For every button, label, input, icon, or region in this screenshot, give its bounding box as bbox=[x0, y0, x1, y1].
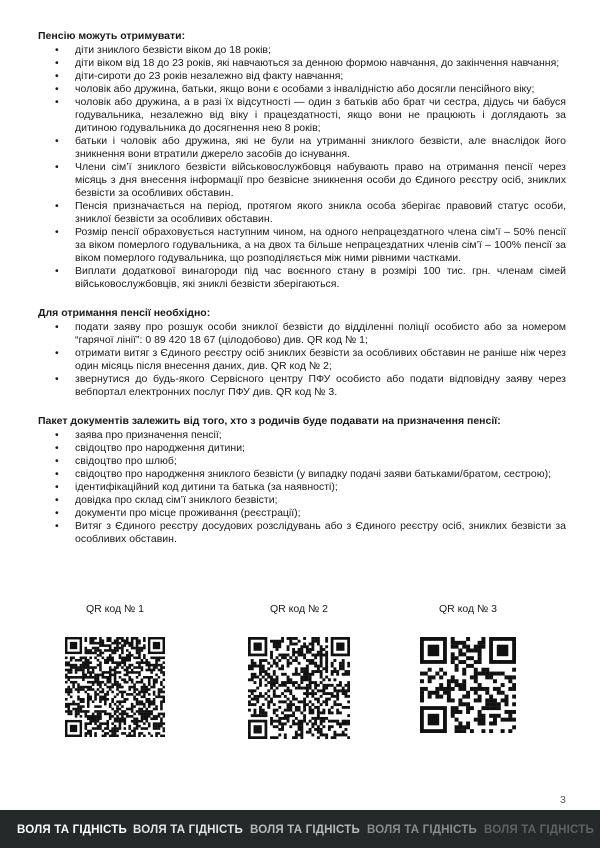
qr-code-1[interactable] bbox=[65, 637, 165, 737]
list-item: • подати заяву про розшук особи зниклої безвісти до відділенні поліції особисто або за номером “гарячої лінії”: 0 89 420 18 67 (цілодобово) див. QR код № 1; bbox=[38, 321, 566, 347]
qr-block-3 bbox=[416, 603, 520, 733]
footer-slogan: ВОЛЯ ТА ГІДНІСТЬ bbox=[17, 824, 127, 836]
list-item: • документи про місце проживання (реєстрації); bbox=[38, 507, 566, 520]
list-item: • свідоцтво про народження зниклого безвісти (у випадку подачі заяви батьками/братом, сестрою); bbox=[38, 468, 566, 481]
qr-label: QR код № 1 bbox=[85, 603, 145, 615]
bullet-list bbox=[38, 44, 566, 291]
section-eligibility bbox=[38, 30, 566, 291]
section-requirements bbox=[38, 307, 566, 399]
list-item: • Витяг з Єдиного реєстру досудових розслідувань або з Єдиного реєстру осіб, зниклих безвісти за особливих обставин. bbox=[38, 520, 566, 546]
footer-slogan: ВОЛЯ ТА ГІДНІСТЬ bbox=[250, 824, 360, 836]
qr-block-2 bbox=[247, 603, 351, 739]
list-item: • батьки і чоловік або дружина, які не були на утриманні зниклого безвісти, але внаслідок його зникнення вони втратили джерело засобів до існування. bbox=[38, 135, 566, 161]
list-item: • діти-сироти до 23 років незалежно від факту навчання; bbox=[38, 70, 566, 83]
list-item: • свідоцтво про шлюб; bbox=[38, 455, 566, 468]
list-item: • ідентифікаційний код дитини та батька (за наявності); bbox=[38, 481, 566, 494]
section-heading: Пакет документів залежить від того, хто з родичів буде подавати на призначення пенсії: bbox=[38, 415, 501, 427]
bullet-list bbox=[38, 321, 566, 399]
list-item: • свідоцтво про народження дитини; bbox=[38, 442, 566, 455]
list-item: • Пенсія призначається на період, протягом якого зникла особа зберігає правовий статус особи, зниклої безвісти за особливих обставин. bbox=[38, 200, 566, 226]
qr-label: QR код № 2 bbox=[269, 603, 329, 615]
list-item: • Виплати додаткової винагороди під час воєнного стану в розмірі 100 тис. грн. членам сімей військовослужбовців, які зниклі безвісти зберігаються. bbox=[38, 265, 566, 291]
list-item: • отримати витяг з Єдиного реєстру осіб зниклих безвісти за особливих обставин не раніше ніж через один місяць після внесення даних, див. QR код № 2; bbox=[38, 347, 566, 373]
footer-slogan: ВОЛЯ ТА ГІДНІСТЬ bbox=[484, 824, 594, 836]
footer-banner bbox=[0, 810, 600, 848]
list-item: • Члени сім’ї зниклого безвісти військовослужбовця набувають право на отримання пенсії через місяць з дня внесення інформації про безвісне зникнення особи до Єдиного реєстру осіб, зниклих безвісти за особливих обставин. bbox=[38, 161, 566, 200]
qr-code-2[interactable] bbox=[248, 637, 350, 739]
footer-slogan: ВОЛЯ ТА ГІДНІСТЬ bbox=[133, 824, 243, 836]
footer-slogan: ВОЛЯ ТА ГІДНІСТЬ bbox=[367, 824, 477, 836]
list-item: • діти віком від 18 до 23 років, які навчаються за денною формою навчання, до закінчення навчання; bbox=[38, 57, 566, 70]
list-item: • Розмір пенсії обраховується наступним чином, на одного непрацездатного члена сім’ї – 50% пенсії за віком померлого годувальника, а на двох та більше непрацездатних членів сім’ї – 100% пенсії за віком померлого годувальника, що розподіляється між ними рівними частками. bbox=[38, 226, 566, 265]
bullet-list bbox=[38, 429, 566, 546]
list-item: • звернутися до будь-якого Сервісного центру ПФУ особисто або подати відповідну заяву через вебпортал електронних послуг ПФУ див. QR код № 3. bbox=[38, 373, 566, 399]
list-item: • діти зниклого безвісти віком до 18 років; bbox=[38, 44, 566, 57]
page-number: 3 bbox=[560, 794, 566, 806]
list-item: • довідка про склад сім’ї зниклого безвісти; bbox=[38, 494, 566, 507]
section-documents bbox=[38, 415, 566, 546]
qr-code-3[interactable] bbox=[420, 637, 516, 733]
section-heading: Пенсію можуть отримувати: bbox=[38, 30, 186, 42]
list-item: • заява про призначення пенсії; bbox=[38, 429, 566, 442]
list-item: • чоловік або дружина, а в разі їх відсутності — один з батьків або брат чи сестра, дідусь чи бабуся годувальника, незалежно від віку і працездатності, якщо вони не працюють і доглядають за дитиною годувальника до досягнення нею 8 років; bbox=[38, 96, 566, 135]
list-item: • чоловік або дружина, батьки, якщо вони є особами з інвалідністю або досягли пенсійного віку; bbox=[38, 83, 566, 96]
qr-block-1 bbox=[63, 603, 167, 737]
qr-label: QR код № 3 bbox=[438, 603, 498, 615]
page-content bbox=[38, 30, 566, 562]
section-heading: Для отримання пенсії необхідно: bbox=[38, 307, 211, 319]
